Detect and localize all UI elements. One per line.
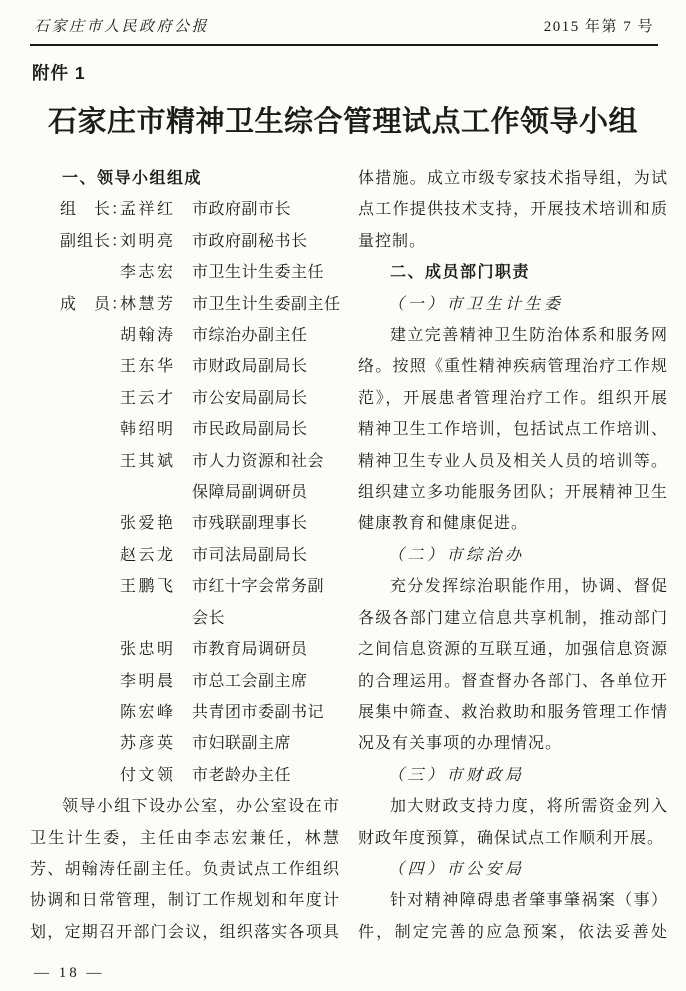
roster-title-line: 共青团市委副书记 — [192, 703, 325, 721]
duty-title: （一）市卫生计生委 — [388, 295, 564, 313]
body-columns — [30, 163, 686, 948]
roster-row — [30, 257, 340, 288]
roster-title-line: 市政府副秘书长 — [192, 232, 308, 250]
section-heading-duties: 二、成员部门职责 — [390, 264, 531, 282]
roster-title-line: 市教育局调研员 — [192, 641, 308, 659]
roster-row — [30, 540, 340, 571]
roster-person-name: 陈宏峰 — [120, 703, 176, 721]
duty-title: （二）市综治办 — [388, 546, 525, 564]
roster-person-name: 苏彦英 — [120, 735, 176, 753]
roster-title-line: 保障局副调研员 — [192, 484, 308, 502]
roster-role-label: 组 长： — [60, 201, 129, 219]
roster-role-label: 副组长： — [60, 232, 129, 250]
roster-person-title — [192, 414, 308, 445]
intro-continuation-paragraph: 体措施。成立市级专家技术指导组，为试点工作提供技术支持，开展技术培训和质量控制。 — [358, 170, 668, 250]
roster-person-title — [192, 540, 308, 571]
roster-title-line: 市综治办副主任 — [192, 327, 308, 345]
roster-row — [30, 351, 340, 382]
roster-row — [30, 226, 340, 257]
roster-title-line: 市老龄办主任 — [192, 766, 292, 784]
roster-person-title — [192, 508, 308, 539]
gazette-name: 石家庄市人民政府公报 — [34, 19, 210, 35]
roster-title-line: 市政府副市长 — [192, 201, 292, 219]
roster-role-label — [60, 728, 120, 759]
roster-person-title — [192, 634, 308, 665]
roster-person-title — [192, 383, 308, 414]
roster-row — [30, 194, 340, 225]
roster-person-title — [192, 760, 291, 791]
roster-role-label — [60, 383, 120, 414]
duty-body: 加大财政支持力度，将所需资金列入财政年度预算，确保试点工作顺利开展。 — [358, 798, 668, 847]
roster-row — [30, 289, 340, 320]
roster-person-name: 李志宏 — [120, 264, 176, 282]
roster-person-title — [192, 697, 324, 728]
roster-row — [30, 508, 340, 539]
roster-row — [30, 666, 340, 697]
roster-title-line: 市人力资源和社会 — [192, 452, 325, 470]
roster-role-label — [60, 760, 120, 791]
roster-person-name: 张忠明 — [120, 641, 176, 659]
roster-person-title — [192, 728, 291, 759]
roster-role-label — [60, 571, 120, 634]
duty-title: （三）市财政局 — [388, 766, 525, 784]
roster-person-title — [192, 446, 324, 509]
roster-person-name: 王云才 — [120, 389, 176, 407]
roster-role-label: 成 员： — [60, 295, 129, 313]
right-column — [358, 163, 668, 948]
roster-person-name: 王东华 — [120, 358, 176, 376]
roster-person-title — [192, 666, 308, 697]
roster-role-label — [60, 697, 120, 728]
roster-person-title — [192, 320, 308, 351]
roster-row — [30, 728, 340, 759]
roster-role-label — [60, 351, 120, 382]
roster-role-label — [60, 666, 120, 697]
roster-person-name: 胡翰涛 — [120, 327, 176, 345]
roster-title-line: 市民政局副局长 — [192, 421, 308, 439]
roster-row — [30, 414, 340, 445]
roster-title-line: 市残联副理事长 — [192, 515, 308, 533]
roster-person-title — [192, 226, 308, 257]
roster-row — [30, 697, 340, 728]
roster-row — [30, 571, 340, 634]
duty-body: 建立完善精神卫生防治体系和服务网络。按照《重性精神疾病管理治疗工作规范》，开展患者管理治疗工作。组织开展精神卫生工作培训，包括试点工作培训、精神卫生专业人员及相关人员的培训等。组织建立多功能服务团队；开展精神卫生健康教育和健康促进。 — [358, 327, 668, 533]
roster-role-label — [60, 414, 120, 445]
duty-body: 充分发挥综治职能作用，协调、督促各级各部门建立信息共享机制，推动部门之间信息资源的互联互通，加强信息资源的合理运用。督查督办各部门、各单位开展集中筛查、救治救助和服务管理工作情况及有关事项的办理情况。 — [358, 578, 668, 753]
roster-row — [30, 760, 340, 791]
attachment-label: 附件 1 — [32, 63, 86, 83]
running-header — [30, 0, 658, 46]
roster-row — [30, 383, 340, 414]
roster-person-name: 赵云龙 — [120, 546, 176, 564]
roster-person-name: 刘明亮 — [120, 232, 176, 250]
roster-person-title — [192, 571, 324, 634]
roster-role-label — [60, 257, 120, 288]
duty-section-health — [358, 289, 668, 540]
roster-row — [30, 446, 340, 509]
roster-person-title — [192, 351, 308, 382]
roster-title-line: 会长 — [192, 609, 226, 627]
roster-row — [30, 634, 340, 665]
page-number: — 18 — — [34, 965, 105, 981]
roster-person-name: 林慧芳 — [120, 295, 176, 313]
issue-number: 2015 年第 7 号 — [543, 19, 654, 35]
roster-person-title — [192, 257, 324, 288]
left-column — [30, 163, 340, 948]
roster-title-line: 市卫生计生委副主任 — [192, 295, 341, 313]
roster-role-label — [60, 446, 120, 509]
roster-title-line: 市财政局副局长 — [192, 358, 308, 376]
roster-title-line: 市公安局副局长 — [192, 389, 308, 407]
roster-person-name: 李明晨 — [120, 672, 176, 690]
roster-role-label — [60, 508, 120, 539]
roster-person-name: 王鹏飞 — [120, 578, 176, 596]
roster-role-label — [60, 634, 120, 665]
duty-section-public-security — [358, 854, 668, 948]
roster-person-name: 王其斌 — [120, 452, 176, 470]
roster-person-name: 付文领 — [120, 766, 176, 784]
roster-role-label — [60, 540, 120, 571]
document-title: 石家庄市精神卫生综合管理试点工作领导小组 — [47, 106, 638, 138]
roster-title-line: 市红十字会常务副 — [192, 578, 325, 596]
roster-role-label — [60, 320, 120, 351]
roster-person-name: 孟祥红 — [120, 201, 176, 219]
duty-title: （四）市公安局 — [388, 860, 525, 878]
roster-title-line: 市妇联副主席 — [192, 735, 292, 753]
roster-title-line: 市司法局副局长 — [192, 546, 308, 564]
duty-body: 针对精神障碍患者肇事肇祸案（事）件，制定完善的应急预案，依法妥善处 — [358, 892, 668, 941]
roster-person-title — [192, 194, 291, 225]
duty-section-finance — [358, 760, 668, 854]
roster-person-title — [192, 289, 341, 320]
roster-title-line: 市总工会副主席 — [192, 672, 308, 690]
roster-person-name: 韩绍明 — [120, 421, 176, 439]
roster-person-name: 张爱艳 — [120, 515, 176, 533]
roster-title-line: 市卫生计生委主任 — [192, 264, 325, 282]
section-heading-composition: 一、领导小组组成 — [62, 170, 203, 187]
duty-section-comprehensive-governance — [358, 540, 668, 760]
roster-row — [30, 320, 340, 351]
office-paragraph: 领导小组下设办公室，办公室设在市卫生计生委，主任由李志宏兼任，林慧芳、胡翰涛任副主任。负责试点工作组织协调和日常管理，制订工作规划和年度计划，定期召开部门会议，组织落实各项具 — [30, 798, 340, 941]
